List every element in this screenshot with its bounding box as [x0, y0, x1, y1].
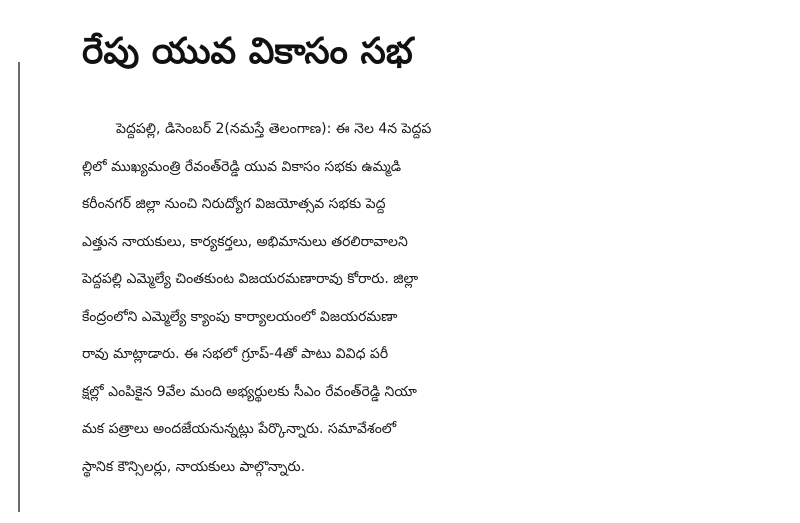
body-line: ఎత్తున నాయకులు, కార్యకర్తలు, అభిమానులు తరలిరావాలని	[82, 233, 408, 250]
body-line: స్థానిక కౌన్సిలర్లు, నాయకులు పాల్గొన్నారు.	[82, 458, 306, 475]
body-line: పెద్దపల్లి, డిసెంబర్ 2(నమస్తే తెలంగాణ): ఈ నెల 4న పెద్దప	[116, 121, 432, 137]
body-line: ల్లిలో ముఖ్యమంత్రి రేవంత్‌రెడ్డి యువ వికాసం సభకు ఉమ్మడి	[82, 158, 402, 175]
column-rule	[18, 62, 20, 512]
article-headline: రేపు యువ వికాసం సభ	[82, 31, 413, 72]
body-line: క్షల్లో ఎంపికైన 9వేల మంది అభ్యర్థులకు సీఎం రేవంత్‌రెడ్డి నియా	[82, 383, 417, 400]
body-line: పెద్దపల్లి ఎమ్మెల్యే చింతకుంట విజయరమణారావు కోరారు. జిల్లా	[82, 271, 419, 287]
body-line: కరీంనగర్ జిల్లా నుంచి నిరుద్యోగ విజయోత్సవ సభకు పెద్ద	[82, 196, 386, 212]
body-line: కేంద్రంలోని ఎమ్మెల్యే క్యాంపు కార్యాలయంలో విజయరమణా	[82, 308, 398, 325]
article-body	[82, 111, 722, 486]
body-line: మక పత్రాలు అందజేయనున్నట్లు పేర్కొన్నారు. సమావేశంలో	[82, 421, 397, 437]
body-line: రావు మాట్లాడారు. ఈ సభలో గ్రూప్-4తో పాటు వివిధ పరీ	[82, 346, 389, 362]
